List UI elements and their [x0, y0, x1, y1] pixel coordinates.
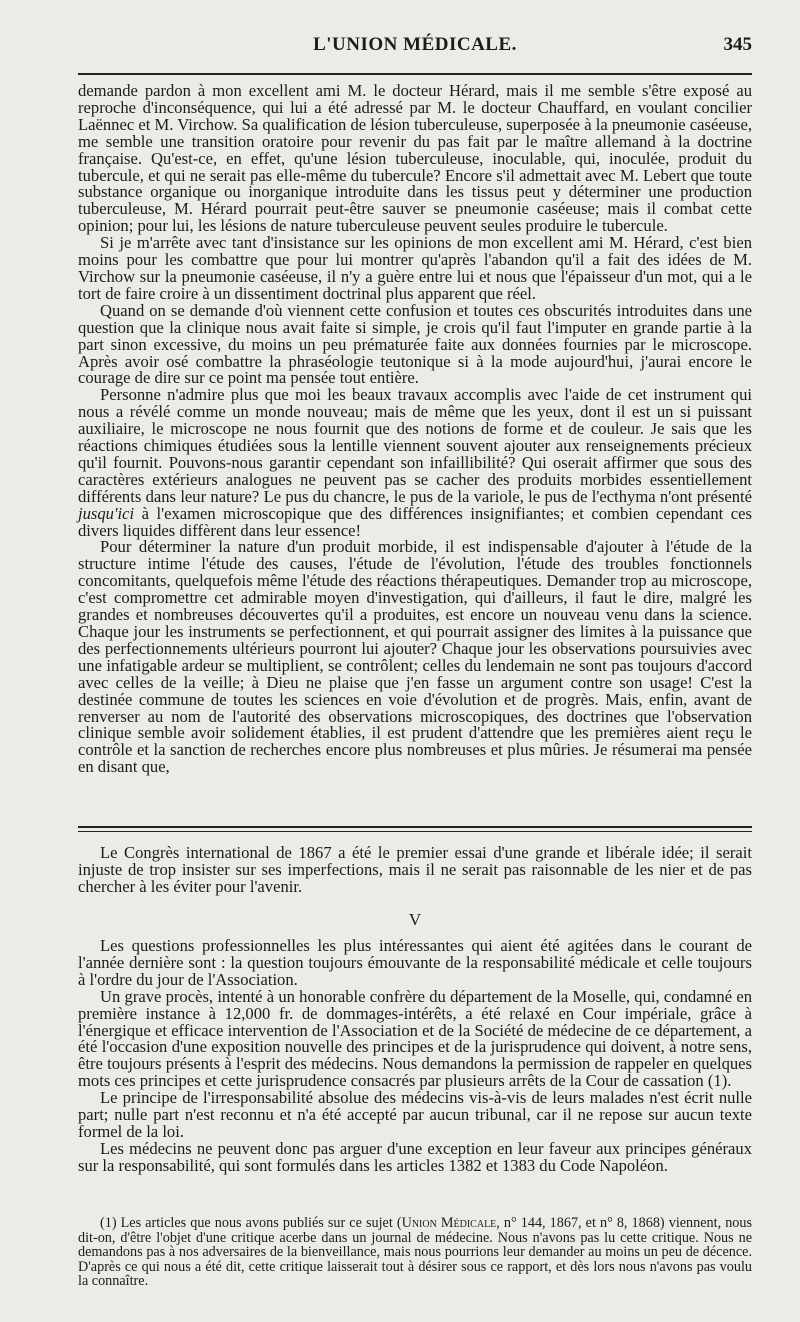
divider-thin-line [78, 831, 752, 832]
paragraph-4-text-a: Personne n'admire plus que moi les beaux travaux accomplis avec l'aide de cet instrument qui nous a révélé comme un monde nouveau; mais de même que les yeux, dont il est un si puissant auxiliaire, le microscope ne nous fournit que des notions de forme et de couleur. Je sais que les réactions chimiques étudiées sous la lentille viennent souvent ajouter aux renseignements précieux qu'il fournit. Pouvons-nous garantir cependant son infaillibilité? Qui oserait affirmer que sous des caractères extérieurs analogues ne peuvent pas se cacher des produits morbides essentiellement différents dans leur nature? Le pus du chancre, le pus de la variole, le pus de l'ecthyma n'ont présenté [78, 385, 752, 506]
section-v-paragraph-4: Les médecins ne peuvent donc pas arguer d'une exception en leur faveur aux principes généraux sur la responsabilité, qui sont formulés dans les articles 1382 et 1383 du Code Napoléon. [78, 1138, 752, 1175]
footnote-text-a: (1) Les articles que nous avons publiés sur ce sujet ( [100, 1215, 402, 1231]
paragraph-1: demande pardon à mon excellent ami M. le docteur Hérard, mais il me semble s'être exposé au reproche d'inconséquence, qui lui a été adressé par M. le docteur Chauffard, en voulant concilier Laënnec et M. Virchow. Sa qualification de lésion tuberculeuse, superposée à la pneumonie caséeuse, me semble une transition oratoire pour revenir du pas fait par le maître allemand à la doctrine française. Qu'est-ce, en effet, qu'une lésion tuberculeuse, inoculable, qui, inoculée, produit du tubercule, et qui ne serait pas elle-même du tubercule? Encore s'il admettait avec M. Lebert que toute substance organique ou inorganique introduite dans les tissus peut y déterminer une production tuberculeuse, M. Hérard pourrait peut-être sauver se pneumonie caséeuse; mais il combat cette opinion; pour lui, les lésions de nature tuberculeuse peuvent seules produire le tubercule. [78, 81, 752, 236]
section-v-paragraph-3: Le principe de l'irresponsabilité absolue des médecins vis-à-vis de leurs malades n'est écrit nulle part; nulle part n'est reconnu et n'a été accepté par aucun tribunal, car il ne repose sur aucun texte formel de la loi. [78, 1088, 752, 1141]
section-v-paragraph-2: Un grave procès, intenté à un honorable confrère du département de la Moselle, qui, condamné en première instance à 12,000 fr. de dommages-intérêts, a été relaxé en Cour impériale, grâce à l'énergique et efficace intervention de l'Association et de la Société de médecine de ce département, a été l'occasion d'une exposition nouvelle des principes et de la jurisprudence qui doivent, à notre sens, être toujours présents à l'esprit des médecins. Nous demandons la permission de rappeler en quelques mots ces principes et cette jurisprudence consacrés par plusieurs arrêts de la Cour de cassation (1). [78, 986, 752, 1091]
footnote-text-b: , n° 144, 1867, et n° 8, 1868) viennent, nous dit-on, d'être l'objet d'une critique acerbe dans un journal de médecine. Nous n'avons pas lu cette critique. Nous ne demandons pas à nos adversaires de la bienveillance, mais nous pourrions leur demander au moins un peu de décence. D'après ce qui nous a été dit, cette critique laisserait tout à désirer sous ce rapport, et dès lors nous n'avons pas voulu la connaître. [78, 1215, 752, 1290]
section-v-paragraph-1: Les questions professionnelles les plus intéressantes qui aient été agitées dans le courant de l'année dernière sont : la question toujours émouvante de la responsabilité médicale et celle toujours à l'ordre du jour de l'Association. [78, 936, 752, 989]
congress-paragraph: Le Congrès international de 1867 a été le premier essai d'une grande et libérale idée; il serait injuste de trop insister sur ses imperfections, mais il ne serait pas raisonnable de les nier et de pas chercher à les éviter pour l'avenir. [78, 843, 752, 896]
paragraph-5: Pour déterminer la nature d'un produit morbide, il est indispensable d'ajouter à l'étude de la structure intime l'étude des causes, l'étude de l'évolution, l'étude des troubles fonctionnels concomitants, quelquefois même l'étude des réactions thérapeutiques. Demander trop au microscope, c'est compromettre cet admirable moyen d'investigation, qui d'ailleurs, il faut le dire, malgré les grandes et nombreuses découvertes qu'il a produites, est encore un nouveau venu dans la science. Chaque jour les instruments se perfectionnent, et qui pourrait assigner des limites à la puissance que des perfectionnements ultérieurs pourront lui ajouter? Chaque jour les observations poursuivies avec une infatigable ardeur se multiplient, se contrôlent; celles du lendemain ne sont pas toujours d'accord avec celles de la veille; à Dieu ne plaise que j'en fasse un argument contre son usage! C'est la destinée commune de toutes les sciences en voie d'évolution et de progrès. Mais, enfin, avant de renverser au nom de l'autorité des observations microscopiques, des doctrines que l'observation clinique semble avoir solidement établies, il est prudent d'attendre que les premières aient reçu le contrôle et la sanction de recherches encore plus nombreuses et plus mûries. Je résumerai ma pensée en disant que, [78, 537, 752, 777]
paragraph-2: Si je m'arrête avec tant d'insistance sur les opinions de mon excellent ami M. Hérard, c'est bien moins pour les combattre que pour lui montrer qu'après l'abandon qu'il a fait des idées de M. Virchow sur la pneumonie caséeuse, il n'y a guère entre lui et nous que l'épaisseur d'un mot, qui a le tort de faire croire à un dissentiment doctrinal plus apparent que réel. [78, 233, 752, 303]
main-text [78, 83, 752, 776]
journal-name: Union Médicale [401, 1215, 497, 1231]
header-rule [78, 73, 752, 75]
running-title: L'UNION MÉDICALE. [313, 34, 517, 55]
paragraph-4 [78, 387, 752, 539]
section-divider [78, 826, 752, 832]
section-numeral: V [408, 909, 422, 929]
paragraph-4-italic: jusqu'ici [78, 503, 135, 523]
lower-section [78, 845, 752, 942]
page-header [78, 34, 752, 64]
paragraph-4-text-b: à l'examen microscopique que des différences insignifiantes; et combien cependant ces divers liquides diffèrent dans leur essence! [78, 503, 752, 540]
divider-thick-line [78, 826, 752, 828]
page-number: 345 [723, 34, 752, 55]
footnote [78, 1216, 752, 1289]
section-v-text [78, 938, 752, 1175]
paragraph-3: Quand on se demande d'où viennent cette confusion et toutes ces obscurités introduites dans une question que la clinique nous avait faite si simple, je crois qu'il faut l'imputer en grande partie à la part sinon excessive, du moins un peu prématurée faite aux données fournies par le microscope. Après avoir osé combattre la phraséologie teutonique si à la mode aujourd'hui, j'aurai encore le courage de dire sur ce point ma pensée tout entière. [78, 300, 752, 388]
footnote-text [78, 1216, 752, 1289]
